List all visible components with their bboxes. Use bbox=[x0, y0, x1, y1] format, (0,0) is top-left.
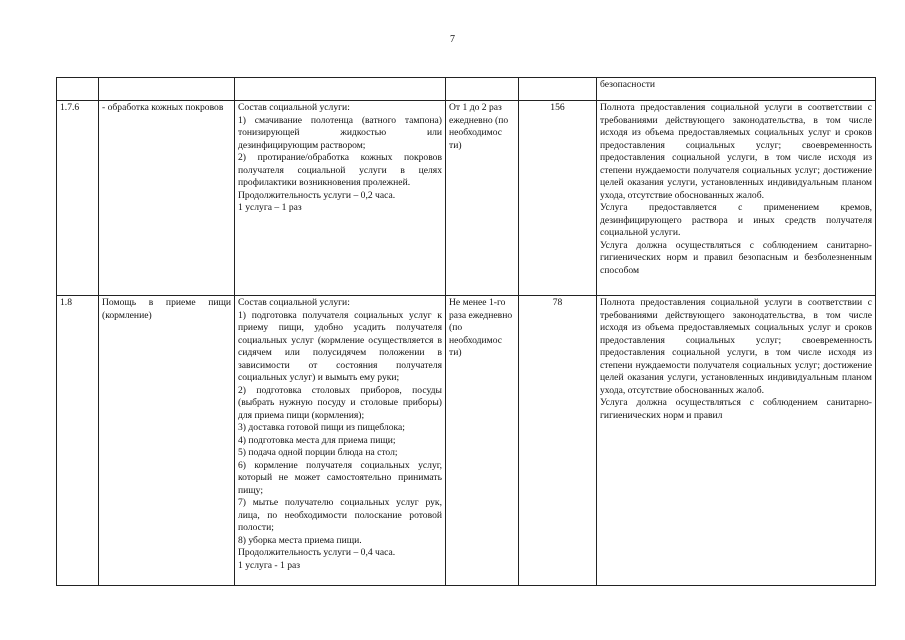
cell-description bbox=[235, 296, 446, 586]
description-line: 2) протирание/обработка кожных покровов получателя социальной услуги в целях профилактики возникновения пролежней. bbox=[238, 152, 442, 188]
description-line: 1 услуга – 1 раз bbox=[238, 202, 302, 213]
requirements-paragraph: Услуга должна осуществляться с соблюдением санитарно-гигиенических норм и правил bbox=[600, 397, 872, 421]
requirements-paragraph: Услуга должна осуществляться с соблюдением санитарно-гигиенических норм и правил безопасным и безболезненным способом bbox=[600, 239, 872, 276]
cell-num bbox=[57, 296, 99, 586]
requirements-continuation: безопасности bbox=[600, 79, 656, 90]
service-name: Помощь в приеме пищи (кормление) bbox=[102, 297, 231, 321]
description-line: Продолжительность услуги – 0,2 часа. bbox=[238, 189, 396, 201]
cell-price bbox=[519, 78, 597, 101]
description-line: 8) уборка места приема пищи. bbox=[238, 534, 362, 546]
page-number: 7 bbox=[450, 34, 455, 45]
description-line: 7) мытье получателю социальных услуг рук, лица, по необходимости полоскание ротовой полости; bbox=[238, 497, 442, 533]
cell-num bbox=[57, 101, 99, 296]
table-row bbox=[57, 101, 876, 296]
description-line: 3) доставка готовой пищи из пищеблока; bbox=[238, 422, 405, 433]
description-line: 1) смачивание полотенца (ватного тампона) тонизирующей жидкостью или дезинфицирующим раствором; bbox=[238, 114, 442, 151]
cell-requirements bbox=[597, 78, 876, 101]
cell-requirements bbox=[597, 296, 876, 586]
cell-name bbox=[99, 101, 235, 296]
cell-description bbox=[235, 78, 446, 101]
services-table bbox=[56, 77, 876, 586]
description-line: 1) подготовка получателя социальных услуг к приему пищи, удобно усадить получателя социальных услуг (кормление осуществляется в сидячем или полусидячем положении в зависимости от состояния получателя социальных услуг) и вымыть ему руки; bbox=[238, 309, 442, 383]
description-line: 6) кормление получателя социальных услуг, который не может самостоятельно принимать пищу; bbox=[238, 459, 442, 496]
description-line: Продолжительность услуги – 0,4 часа. bbox=[238, 547, 396, 558]
description-line: 1 услуга - 1 раз bbox=[238, 559, 301, 571]
cell-requirements bbox=[597, 101, 876, 296]
cell-frequency bbox=[446, 78, 519, 101]
table-row bbox=[57, 296, 876, 586]
description-line: 5) подача одной порции блюда на стол; bbox=[238, 447, 398, 458]
requirements-paragraph: Услуга предоставляется с применением кремов, дезинфицирующего раствора и иных средств получателя социальной услуги. bbox=[600, 202, 872, 238]
service-price: 78 bbox=[552, 297, 563, 308]
requirements-paragraph: Полнота предоставления социальной услуги в соответствии с требованиями действующего законодательства, в том числе исходя из объема предоставляемых социальных услуг и сроков предоставления социальных услуг; своевременность предоставления социальной услуги, в том числе исходя из степени нуждаемости получателя социальных услуг; достижение целей оказания услуги, установленных индивидуальным планом ухода, отсутствие обоснованных жалоб. bbox=[600, 297, 872, 396]
cell-frequency bbox=[446, 296, 519, 586]
cell-name bbox=[99, 78, 235, 101]
table-row bbox=[57, 78, 876, 101]
service-number: 1.8 bbox=[60, 297, 72, 308]
description-line: Состав социальной услуги: bbox=[238, 297, 350, 308]
service-frequency: Не менее 1-го раза ежедневно (по необходимос ти) bbox=[449, 297, 513, 358]
requirements-paragraph: Полнота предоставления социальной услуги в соответствии с требованиями действующего законодательства, в том числе исходя из объема предоставляемых социальных услуг и сроков предоставления социальных услуг; своевременность предоставления социальной услуги, в том числе исходя из степени нуждаемости получателя социальных услуг; достижение целей оказания услуги, установленных индивидуальным планом ухода, отсутствие обоснованных жалоб. bbox=[600, 102, 872, 201]
cell-num bbox=[57, 78, 99, 101]
service-frequency: От 1 до 2 раз ежедневно (по необходимос ти) bbox=[449, 102, 509, 151]
service-price: 156 bbox=[550, 102, 565, 113]
service-number: 1.7.6 bbox=[60, 102, 80, 113]
description-line: Состав социальной услуги: bbox=[238, 102, 350, 113]
description-line: 2) подготовка столовых приборов, посуды (выбрать нужную посуду и столовые приборы) для приема пищи (кормления); bbox=[238, 384, 442, 421]
cell-price bbox=[519, 296, 597, 586]
service-name: - обработка кожных покровов bbox=[102, 102, 224, 113]
cell-name bbox=[99, 296, 235, 586]
cell-frequency bbox=[446, 101, 519, 296]
description-line: 4) подготовка места для приема пищи; bbox=[238, 434, 396, 446]
cell-price bbox=[519, 101, 597, 296]
cell-description bbox=[235, 101, 446, 296]
